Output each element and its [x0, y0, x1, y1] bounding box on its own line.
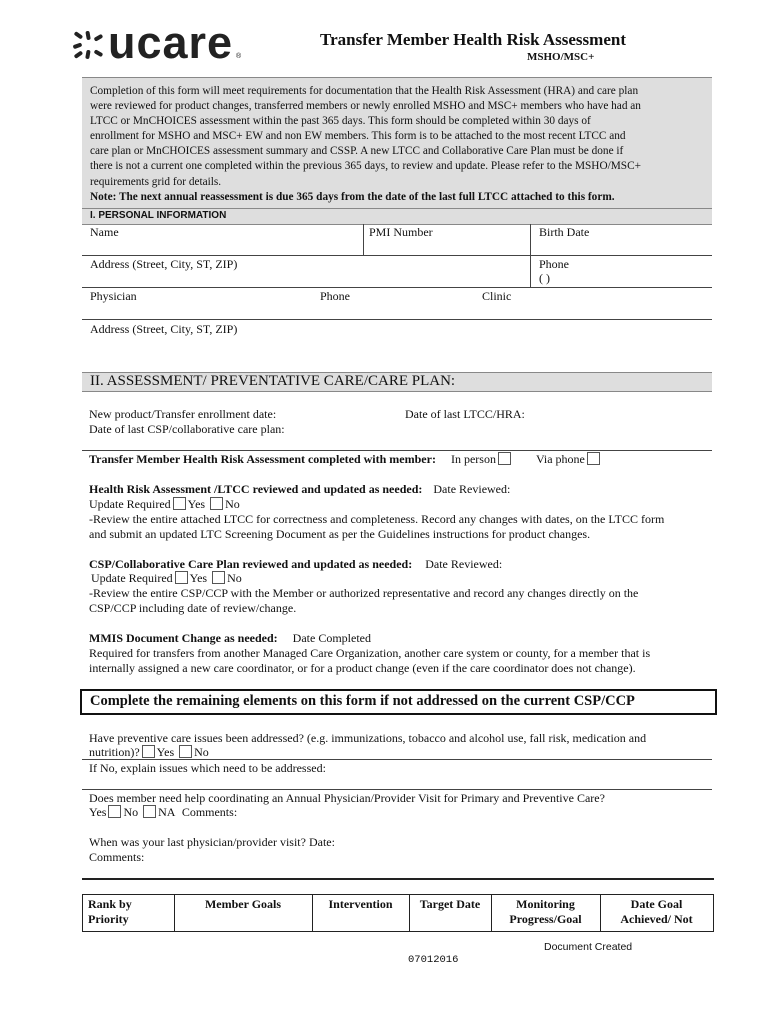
- col-rank-priority: [88, 897, 132, 927]
- preventive-yes-checkbox[interactable]: [142, 745, 155, 758]
- last-visit-date-field[interactable]: When was your last physician/provider visit? Date:: [89, 835, 335, 849]
- hra-yes-checkbox[interactable]: [173, 497, 186, 510]
- pmi-number-field[interactable]: PMI Number: [369, 225, 433, 239]
- mmis-date-completed[interactable]: Date Completed: [292, 631, 371, 645]
- form-subtitle: MSHO/MSC+: [527, 51, 595, 63]
- hra-review-title: Health Risk Assessment /LTCC reviewed and updated as needed: Date Reviewed:: [89, 482, 511, 496]
- last-visit-comments-field[interactable]: Comments:: [89, 850, 145, 864]
- phone-area-code: ( ): [539, 271, 550, 285]
- annual-visit-question: Does member need help coordinating an Annual Physician/Provider Visit for Primary and Preventive Care?: [89, 791, 605, 805]
- ucare-logo-icon: [72, 30, 106, 60]
- col-target-date: Target Date: [419, 897, 481, 911]
- csp-instructions-2: CSP/CCP including date of review/change.: [89, 601, 297, 615]
- col-date-goal-achieved: Date Goal Achieved/ Not: [620, 897, 693, 926]
- mmis-title: MMIS Document Change as needed: Date Completed: [89, 631, 371, 645]
- name-field[interactable]: Name: [90, 225, 119, 239]
- mmis-text-1: Required for transfers from another Managed Care Organization, another care system or county, for a member that is: [89, 646, 651, 660]
- csp-no-checkbox[interactable]: [212, 571, 225, 584]
- visit-na-checkbox[interactable]: [143, 805, 156, 818]
- remaining-elements-banner: Complete the remaining elements on this form if not addressed on the current CSP/CCP: [80, 689, 717, 715]
- section-personal-information: I. PERSONAL INFORMATION: [82, 208, 712, 225]
- hra-instructions-1: -Review the entire attached LTCC for correctness and completeness. Record any changes with dates, on the LTCC form: [89, 512, 665, 526]
- phone-field[interactable]: Phone: [539, 257, 569, 271]
- via-phone-checkbox[interactable]: [587, 452, 600, 465]
- if-no-explain-field[interactable]: If No, explain issues which need to be addressed:: [89, 761, 326, 775]
- section-assessment: II. ASSESSMENT/ PREVENTATIVE CARE/CARE PLAN:: [82, 372, 712, 392]
- completed-with-row: Transfer Member Health Risk Assessment completed with member: In person Via phone: [89, 452, 602, 467]
- hra-date-reviewed[interactable]: Date Reviewed:: [433, 482, 511, 496]
- hra-update-required: Update Required Yes No: [89, 497, 240, 511]
- preventive-no-checkbox[interactable]: [179, 745, 192, 758]
- reassessment-note: Note: The next annual reassessment is due 365 days from the date of the last full LTCC attached to this form.: [90, 190, 615, 203]
- address-field[interactable]: Address (Street, City, ST, ZIP): [90, 257, 238, 271]
- csp-date-reviewed[interactable]: Date Reviewed:: [425, 557, 503, 571]
- document-created-label: Document Created: [544, 941, 633, 953]
- ucare-logo: ucare: [108, 17, 234, 68]
- physician-address-field[interactable]: Address (Street, City, ST, ZIP): [90, 322, 238, 336]
- visit-comments-field[interactable]: Comments:: [181, 805, 238, 819]
- col-member-goals: Member Goals: [204, 897, 282, 911]
- last-csp-date-field[interactable]: Date of last CSP/collaborative care plan:: [89, 422, 285, 436]
- preventive-care-question: Have preventive care issues been addressed? (e.g. immunizations, tobacco and alcohol use, fall risk, medication and: [89, 731, 647, 745]
- mmis-text-2: internally assigned a new care coordinator, or for a product change (even if the care coordinator does not change).: [89, 661, 636, 675]
- enrollment-date-field[interactable]: New product/Transfer enrollment date:: [89, 407, 277, 421]
- annual-visit-answer: Yes No NA Comments:: [89, 805, 238, 819]
- physician-phone-field[interactable]: Phone: [320, 289, 350, 303]
- last-ltcc-date-field[interactable]: Date of last LTCC/HRA:: [405, 407, 525, 421]
- form-title: Transfer Member Health Risk Assessment: [320, 30, 626, 49]
- registered-mark: ®: [236, 53, 242, 60]
- preventive-care-answer: nutrition)? Yes No: [89, 745, 209, 759]
- col-rank-priority-label: Rank by Priority: [88, 897, 132, 926]
- clinic-field[interactable]: Clinic: [482, 289, 512, 303]
- csp-instructions-1: -Review the entire CSP/CCP with the Member or authorized representative and record any changes directly on the: [89, 586, 639, 600]
- visit-yes-checkbox[interactable]: [108, 805, 121, 818]
- col-intervention: Intervention: [328, 897, 393, 911]
- in-person-checkbox[interactable]: [498, 452, 511, 465]
- hra-no-checkbox[interactable]: [210, 497, 223, 510]
- intro-text: Completion of this form will meet requirements for documentation that the Health Risk Assessment (HRA) and care plan were reviewed for product changes, transferred members or newly enrolled MSHO and MSC+ members who have had an LTCC or MnCHOICES assessment within the past 365 days. This form should be completed within 30 days of enrollment for MSHO and MSC+ EW and non EW members. This form is to be attached to the most recent LTCC and care plan or MnCHOICES assessment summary and CSSP. A new LTCC and Collaborative Care Plan must be done if there is not a current one completed within the previous 365 days, to review and update. Please refer to the MSHO/MSC+ requirements grid for details. Note: The next annual reassessment is due 365 days from the date of the last full LTCC attached to this form.: [90, 84, 708, 205]
- col-monitoring-progress: Monitoring Progress/Goal: [509, 897, 582, 926]
- csp-review-title: CSP/Collaborative Care Plan reviewed and updated as needed: Date Reviewed:: [89, 557, 503, 571]
- csp-update-required: Update Required Yes No: [91, 571, 242, 585]
- hra-instructions-2: and submit an updated LTC Screening Document as per the Guidelines instructions for product changes.: [89, 527, 591, 541]
- physician-field[interactable]: Physician: [90, 289, 137, 303]
- csp-yes-checkbox[interactable]: [175, 571, 188, 584]
- document-code: 07012016: [408, 954, 459, 966]
- birth-date-field[interactable]: Birth Date: [539, 225, 590, 239]
